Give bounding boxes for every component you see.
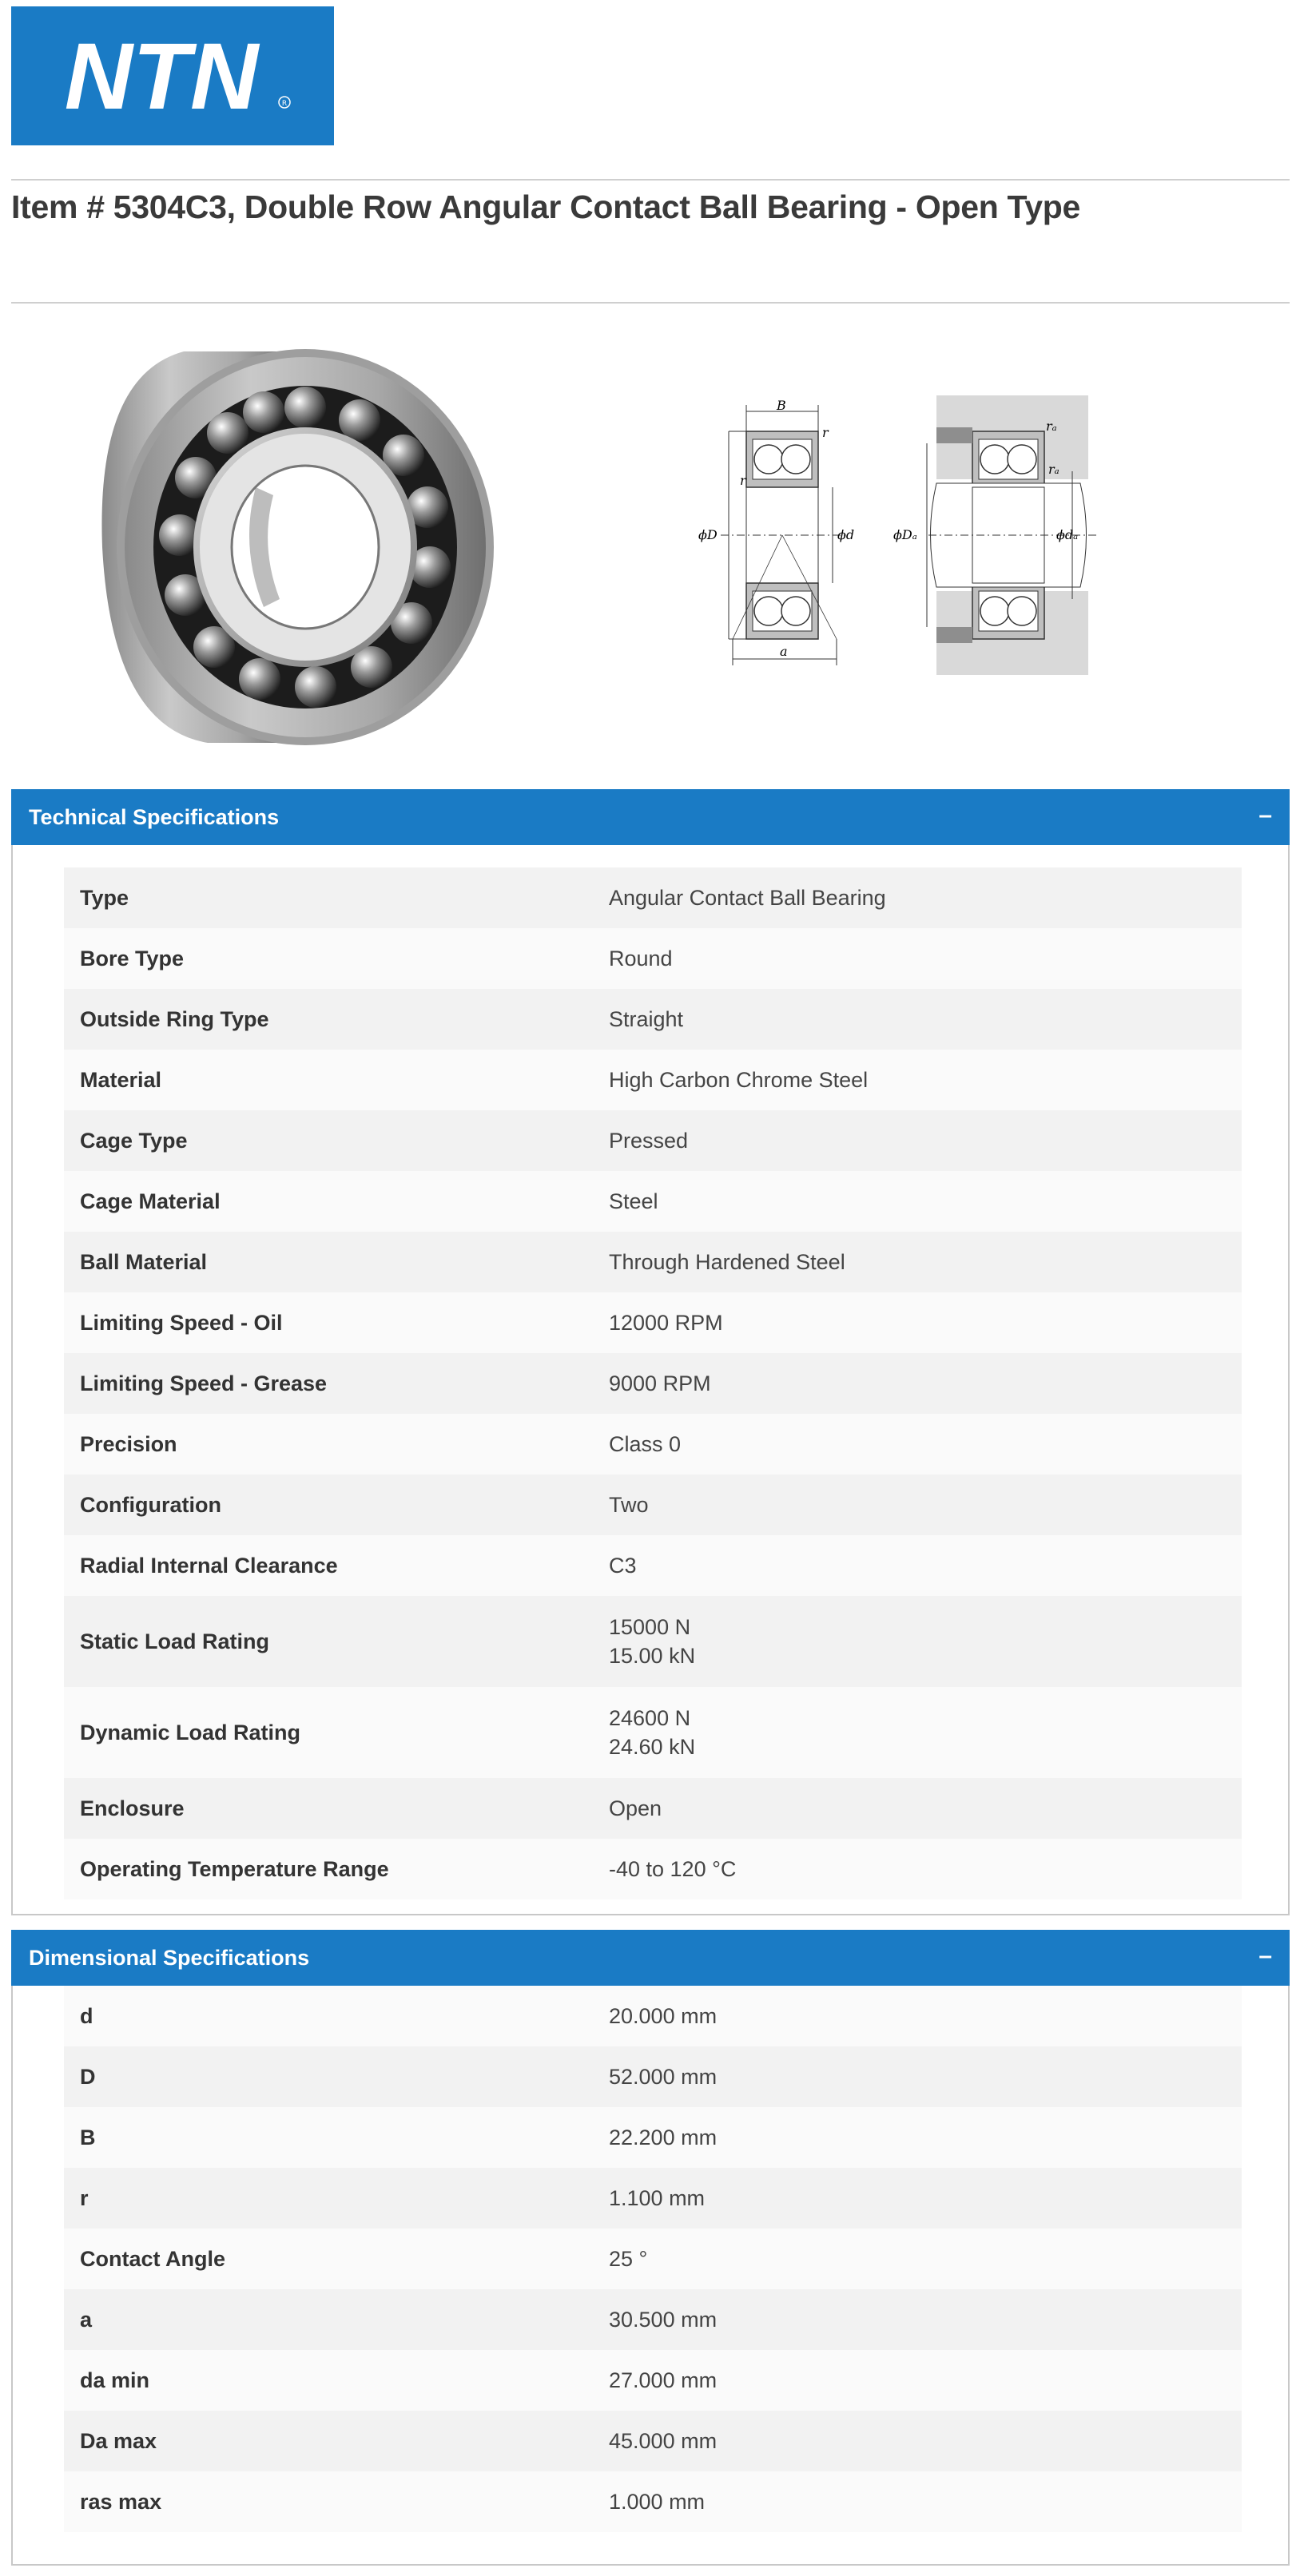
label-phida: ϕdₐ — [1056, 527, 1079, 542]
technical-specifications-header[interactable] — [11, 789, 1290, 845]
spec-value — [609, 1687, 695, 1778]
spec-value — [609, 1110, 688, 1171]
spec-value-line: 20.000 mm — [609, 2004, 718, 2028]
ntn-logo-mark — [11, 6, 334, 145]
spec-value — [609, 867, 886, 928]
spec-value — [609, 1475, 649, 1535]
spec-label: Configuration — [80, 1492, 221, 1517]
label-r2: r — [740, 473, 746, 488]
table-row — [64, 1596, 1242, 1687]
spec-value — [609, 2411, 717, 2471]
spec-label: da min — [80, 2368, 150, 2392]
spec-value — [609, 2471, 705, 2532]
spec-value — [609, 2046, 717, 2107]
spec-value-line: Steel — [609, 1189, 658, 1213]
spec-value-line: 24600 N — [609, 1706, 691, 1730]
table-row — [64, 989, 1242, 1050]
table-row — [64, 2411, 1242, 2471]
spec-value — [609, 1292, 723, 1353]
spec-label: Enclosure — [80, 1796, 185, 1820]
spec-value-line: 25 ° — [609, 2247, 648, 2271]
spec-label: Cage Material — [80, 1189, 221, 1213]
spec-value-line: 15000 N — [609, 1615, 691, 1639]
table-row — [64, 1414, 1242, 1475]
table-row — [64, 2168, 1242, 2229]
spec-label: Material — [80, 1067, 162, 1092]
spec-value — [609, 1171, 658, 1232]
spec-value-line: Class 0 — [609, 1432, 682, 1456]
spec-value — [609, 928, 673, 989]
divider-top — [11, 179, 1290, 181]
table-row — [64, 2289, 1242, 2350]
spec-label: r — [80, 2185, 89, 2210]
spec-value — [609, 1414, 681, 1475]
table-row — [64, 1353, 1242, 1414]
spec-value — [609, 1050, 868, 1110]
spec-value-line: Two — [609, 1493, 649, 1517]
spec-value — [609, 2168, 705, 2229]
spec-value-line: 15.00 kN — [609, 1644, 696, 1668]
table-row — [64, 1232, 1242, 1292]
table-row — [64, 1292, 1242, 1353]
spec-value-line: 27.000 mm — [609, 2368, 718, 2392]
spec-label: Radial Internal Clearance — [80, 1553, 338, 1578]
label-a: a — [780, 644, 788, 659]
spec-value-line: 22.200 mm — [609, 2125, 718, 2149]
table-row — [64, 2046, 1242, 2107]
spec-label: Dynamic Load Rating — [80, 1720, 301, 1744]
technical-specifications-panel — [11, 789, 1290, 1915]
spec-value — [609, 2350, 717, 2411]
table-row — [64, 1778, 1242, 1839]
dimension-drawing — [697, 395, 1096, 679]
spec-value — [609, 1232, 845, 1292]
spec-label: Ball Material — [80, 1249, 208, 1274]
spec-label: Cage Type — [80, 1128, 188, 1153]
table-row — [64, 2229, 1242, 2289]
spec-value-line: 52.000 mm — [609, 2065, 718, 2089]
spec-value — [609, 2229, 647, 2289]
label-ra2: rₐ — [1048, 462, 1059, 477]
logo-text: NTN — [64, 24, 259, 129]
table-row — [64, 1986, 1242, 2046]
table-row — [64, 2107, 1242, 2168]
collapse-icon[interactable]: – — [1258, 802, 1272, 828]
spec-label: Precision — [80, 1431, 177, 1456]
spec-value — [609, 1535, 637, 1596]
product-photo — [96, 343, 511, 755]
spec-value-line: Through Hardened Steel — [609, 1250, 845, 1274]
table-row — [64, 1475, 1242, 1535]
spec-value — [609, 1778, 662, 1839]
dimensional-specifications-header[interactable] — [11, 1930, 1290, 1986]
spec-label: Static Load Rating — [80, 1629, 270, 1653]
spec-value — [609, 1353, 711, 1414]
dimensional-specifications-title: Dimensional Specifications — [29, 1946, 310, 1970]
label-phiD: ϕD — [698, 527, 718, 542]
spec-value-line: 1.000 mm — [609, 2490, 706, 2514]
collapse-icon[interactable]: – — [1258, 1943, 1272, 1969]
spec-label: Type — [80, 885, 129, 910]
spec-label: Limiting Speed - Grease — [80, 1371, 328, 1395]
spec-label: Operating Temperature Range — [80, 1856, 389, 1881]
table-row — [64, 2471, 1242, 2532]
spec-value-line: 24.60 kN — [609, 1735, 696, 1759]
spec-label: d — [80, 2003, 93, 2028]
spec-label: Limiting Speed - Oil — [80, 1310, 283, 1335]
spec-value — [609, 1596, 695, 1687]
spec-label: D — [80, 2064, 96, 2089]
table-row — [64, 1839, 1242, 1899]
spec-label: Bore Type — [80, 946, 185, 970]
label-phid: ϕd — [837, 527, 855, 542]
label-r: r — [822, 425, 829, 440]
spec-value-line: Open — [609, 1796, 662, 1820]
spec-value-line: Straight — [609, 1007, 684, 1031]
label-phiDa: ϕDₐ — [893, 527, 917, 542]
spec-value-line: 12000 RPM — [609, 1311, 723, 1335]
table-row — [64, 1687, 1242, 1778]
table-row — [64, 2350, 1242, 2411]
label-ra1: rₐ — [1046, 419, 1057, 434]
technical-specifications-title: Technical Specifications — [29, 805, 280, 829]
spec-value — [609, 1986, 717, 2046]
spec-label: B — [80, 2125, 96, 2149]
ntn-logo[interactable] — [11, 6, 334, 145]
spec-label: ras max — [80, 2489, 162, 2514]
page-title: Item # 5304C3, Double Row Angular Contact Ball Bearing - Open Type — [11, 189, 1081, 225]
label-B: B — [777, 398, 786, 413]
spec-label: Outside Ring Type — [80, 1006, 269, 1031]
spec-value-line: High Carbon Chrome Steel — [609, 1068, 869, 1092]
spec-value-line: 30.500 mm — [609, 2308, 718, 2332]
spec-value — [609, 2289, 717, 2350]
divider-bottom — [11, 302, 1290, 304]
spec-label: a — [80, 2307, 93, 2332]
spec-value-line: Round — [609, 947, 673, 970]
spec-value-line: 1.100 mm — [609, 2186, 706, 2210]
dimensional-specifications-panel — [11, 1930, 1290, 2566]
spec-value-line: 45.000 mm — [609, 2429, 718, 2453]
table-row — [64, 867, 1242, 928]
spec-value — [609, 989, 683, 1050]
spec-value — [609, 2107, 717, 2168]
table-row — [64, 1171, 1242, 1232]
spec-label: Contact Angle — [80, 2246, 225, 2271]
svg-text:R: R — [281, 100, 288, 108]
spec-value-line: Angular Contact Ball Bearing — [609, 886, 886, 910]
spec-value-line: Pressed — [609, 1129, 689, 1153]
spec-value-line: -40 to 120 °C — [609, 1857, 737, 1881]
spec-value-line: C3 — [609, 1554, 637, 1578]
table-row — [64, 1050, 1242, 1110]
spec-value — [609, 1839, 736, 1899]
table-row — [64, 1535, 1242, 1596]
table-row — [64, 928, 1242, 989]
table-row — [64, 1110, 1242, 1171]
spec-value-line: 9000 RPM — [609, 1371, 711, 1395]
spec-label: Da max — [80, 2428, 157, 2453]
